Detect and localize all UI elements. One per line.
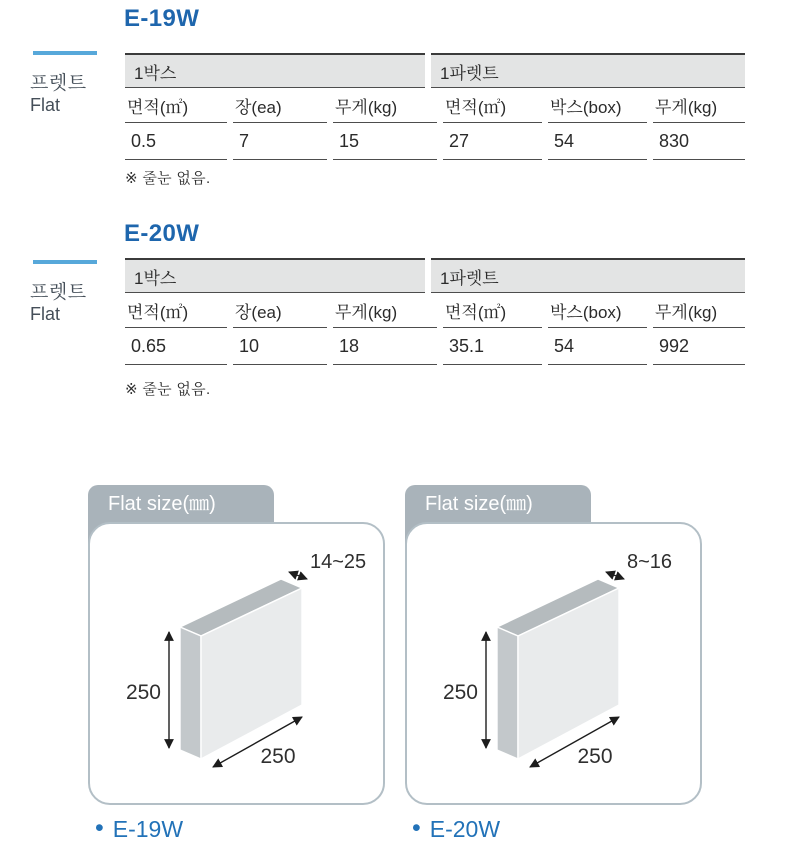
side-label-english: Flat xyxy=(30,95,61,115)
side-accent-line xyxy=(33,260,97,264)
column-header-cell: 무게(kg) xyxy=(333,293,437,328)
value-row xyxy=(125,123,745,160)
column-header-cell: 무게(kg) xyxy=(653,293,745,328)
width-dimension-label: 250 xyxy=(260,745,296,768)
group-header-cell: 1파렛트 xyxy=(431,258,745,293)
side-label-english: Flat xyxy=(30,304,61,324)
value-cell: 54 xyxy=(548,123,647,160)
column-header-cell: 장(ea) xyxy=(233,88,327,123)
value-cell: 18 xyxy=(333,328,437,365)
column-header-row xyxy=(125,88,745,123)
value-cell: 10 xyxy=(233,328,327,365)
flat-size-diagram-e20w xyxy=(405,485,702,858)
table-footnote: ※ 줄눈 없음. xyxy=(125,170,211,187)
height-dimension-label: 250 xyxy=(442,681,478,704)
value-cell: 0.65 xyxy=(125,328,227,365)
tile-side-face xyxy=(180,627,201,759)
height-dimension-label: 250 xyxy=(125,681,161,704)
tile-illustration xyxy=(407,524,700,803)
width-dimension-label: 250 xyxy=(577,745,613,768)
diagram-caption xyxy=(95,816,183,843)
column-header-cell: 장(ea) xyxy=(233,293,327,328)
side-label-korean: 프렛트 xyxy=(30,282,87,303)
column-header-cell: 면적(㎡) xyxy=(443,88,542,123)
bullet-icon: • xyxy=(412,814,421,842)
group-header-cell: 1박스 xyxy=(125,53,425,88)
thickness-dimension-arrow xyxy=(289,572,307,579)
value-cell: 54 xyxy=(548,328,647,365)
column-header-cell: 박스(box) xyxy=(548,293,647,328)
table-footnote: ※ 줄눈 없음. xyxy=(125,381,211,398)
group-header-cell: 1박스 xyxy=(125,258,425,293)
section-title-e20w: E-20W xyxy=(124,220,200,247)
flat-size-diagram-e19w xyxy=(88,485,385,858)
spec-table-e19w xyxy=(125,53,745,160)
diagram-caption-label: E-19W xyxy=(112,816,184,842)
thickness-dimension-label: 8~16 xyxy=(627,551,673,573)
group-header-cell: 1파렛트 xyxy=(431,53,745,88)
column-header-cell: 면적(㎡) xyxy=(125,293,227,328)
value-row xyxy=(125,328,745,365)
value-cell: 830 xyxy=(653,123,745,160)
column-header-cell: 무게(kg) xyxy=(333,88,437,123)
spec-table-e20w xyxy=(125,258,745,365)
column-header-cell: 면적(㎡) xyxy=(443,293,542,328)
column-header-cell: 무게(kg) xyxy=(653,88,745,123)
flat-size-card xyxy=(405,522,702,805)
group-header-row xyxy=(125,258,745,293)
flat-size-tab: Flat size(㎜) xyxy=(405,485,591,545)
thickness-dimension-arrow xyxy=(606,572,624,579)
side-accent-line xyxy=(33,51,97,55)
value-cell: 992 xyxy=(653,328,745,365)
group-header-row xyxy=(125,53,745,88)
column-header-cell: 박스(box) xyxy=(548,88,647,123)
value-cell: 27 xyxy=(443,123,542,160)
tile-side-face xyxy=(497,627,518,759)
section-title-e19w: E-19W xyxy=(124,5,200,32)
diagram-caption xyxy=(412,816,500,843)
column-header-row xyxy=(125,293,745,328)
value-cell: 15 xyxy=(333,123,437,160)
value-cell: 35.1 xyxy=(443,328,542,365)
bullet-icon: • xyxy=(95,814,104,842)
value-cell: 7 xyxy=(233,123,327,160)
tile-illustration xyxy=(90,524,383,803)
thickness-dimension-label: 14~25 xyxy=(310,551,367,573)
diagram-caption-label: E-20W xyxy=(429,816,501,842)
flat-size-tab: Flat size(㎜) xyxy=(88,485,274,545)
column-header-cell: 면적(㎡) xyxy=(125,88,227,123)
side-label-korean: 프렛트 xyxy=(30,73,87,94)
value-cell: 0.5 xyxy=(125,123,227,160)
flat-size-card xyxy=(88,522,385,805)
